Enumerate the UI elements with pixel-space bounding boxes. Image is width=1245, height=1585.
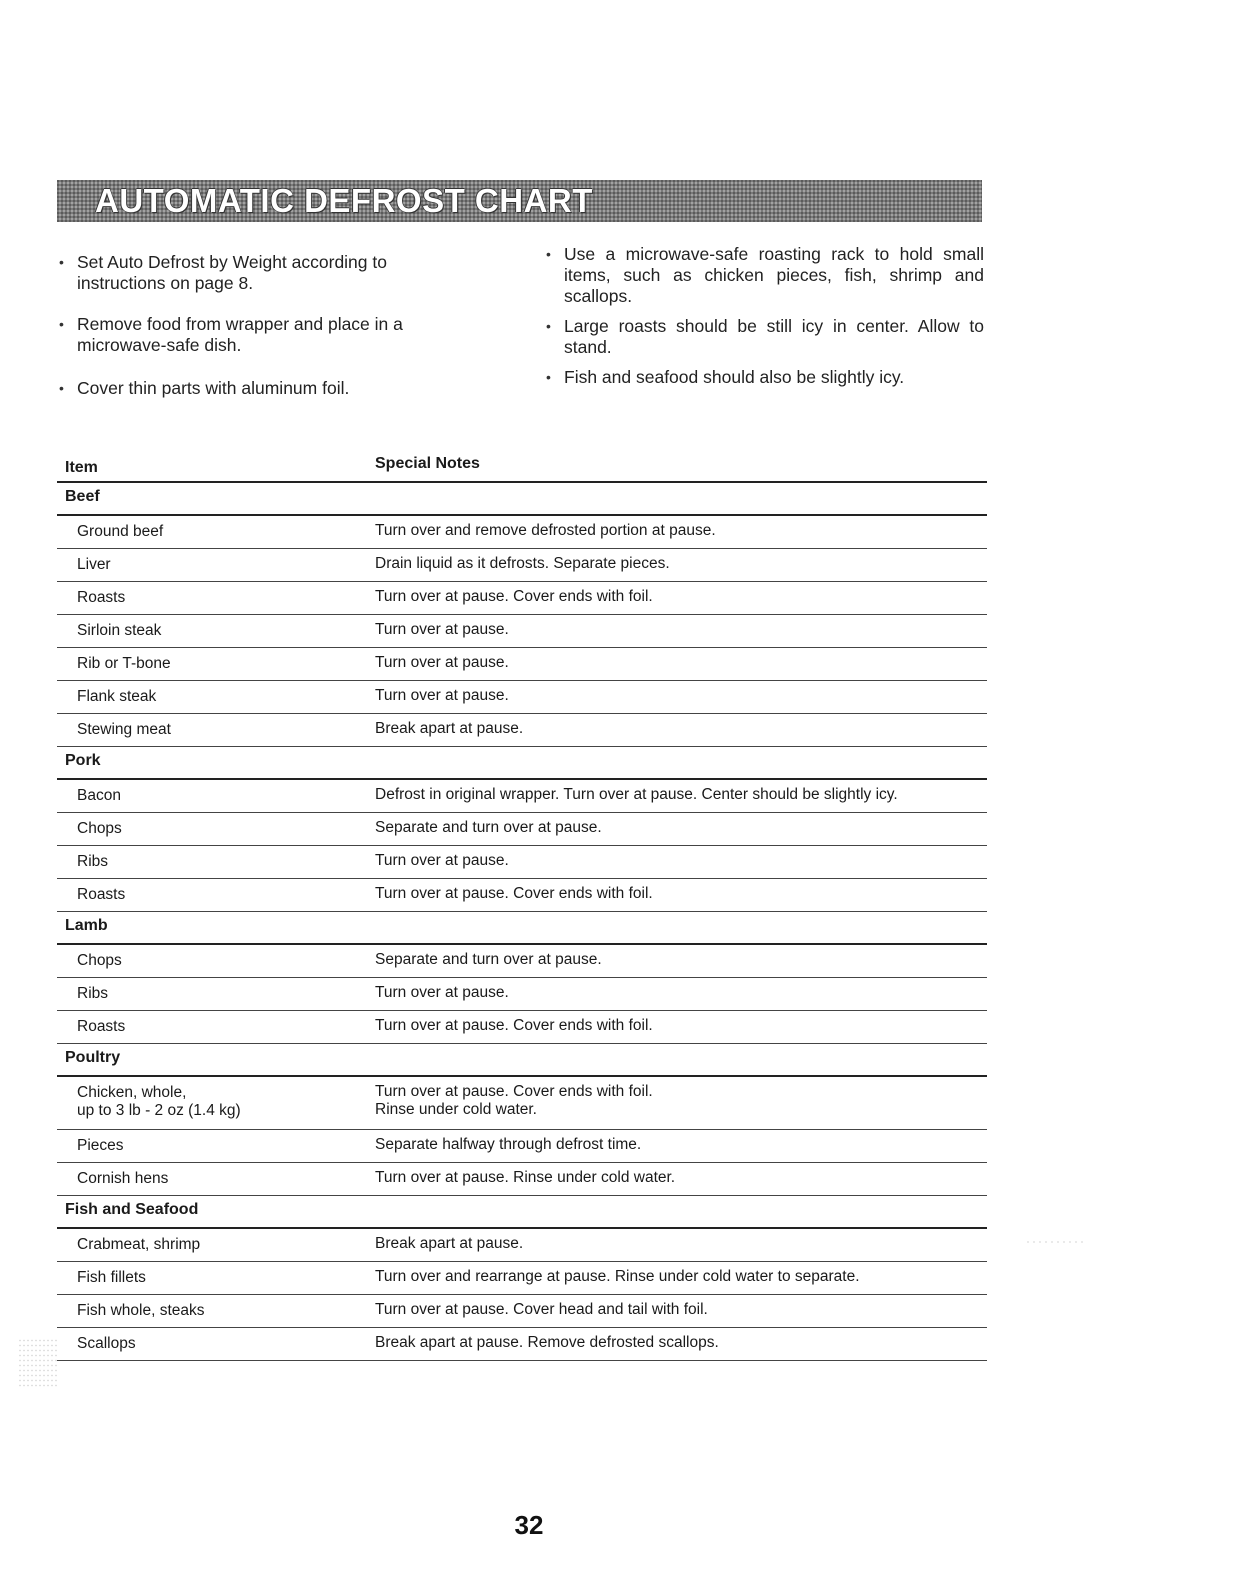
table-row [57,714,987,747]
bullet-icon: • [546,318,551,334]
table-row [57,1163,987,1196]
instruction-bullet [544,367,984,388]
table-row [57,549,987,582]
table-row [57,681,987,714]
item-name: Roasts [77,589,126,606]
page-title: AUTOMATIC DEFROST CHART [95,182,593,219]
item-name-line2: up to 3 lb - 2 oz (1.4 kg) [77,1102,241,1119]
instruction-bullet [544,316,984,358]
instructions-right-column [544,244,984,388]
table-row [57,879,987,912]
table-row [57,1328,987,1361]
table-row [57,1011,987,1044]
item-cell [77,688,357,706]
table-row [57,1229,987,1262]
note-cell [375,1235,975,1253]
group-label: Pork [65,752,101,769]
note-cell [375,1083,975,1119]
special-note: Turn over at pause. Cover ends with foil. [375,885,653,902]
special-note: Break apart at pause. [375,720,524,737]
special-note: Turn over at pause. Cover head and tail with foil. [375,1301,708,1318]
special-note: Drain liquid as it defrosts. Separate pieces. [375,555,670,572]
note-cell [375,555,975,573]
table-row [57,582,987,615]
note-cell [375,1334,975,1352]
special-note: Turn over at pause. Rinse under cold water. [375,1169,676,1186]
bullet-icon: • [546,369,551,385]
table-row [57,1262,987,1295]
item-name: Crabmeat, shrimp [77,1236,201,1253]
note-cell [375,1136,975,1154]
column-header-item: Item [65,459,98,476]
bullet-icon: • [546,246,551,262]
table-row [57,846,987,879]
item-name: Ribs [77,985,109,1002]
table-group-row [57,483,987,516]
chart-title-bar [57,180,982,222]
note-cell [375,852,975,870]
group-label: Poultry [65,1049,121,1066]
item-cell [77,556,357,574]
item-name: Chops [77,952,122,969]
instructions-left-column [57,250,477,399]
note-cell [375,819,975,837]
item-cell [77,853,357,871]
instruction-bullet [57,252,477,294]
bullet-icon: • [59,380,64,396]
special-note: Turn over at pause. Cover ends with foil. [375,1017,653,1034]
table-group-row [57,1044,987,1077]
item-name: Liver [77,556,111,573]
note-cell [375,1268,975,1286]
note-cell [375,522,975,540]
special-note: Break apart at pause. Remove defrosted scallops. [375,1334,719,1351]
item-name: Chops [77,820,122,837]
table-row [57,780,987,813]
special-note: Separate and turn over at pause. [375,819,602,836]
special-note: Turn over at pause. [375,687,509,704]
item-cell [77,1137,357,1155]
item-name: Fish fillets [77,1269,146,1286]
item-cell [77,589,357,607]
item-name: Ribs [77,853,109,870]
instruction-text: Large roasts should be still icy in center. Allow to stand. [564,316,984,357]
item-name: Fish whole, steaks [77,1302,205,1319]
table-row [57,1130,987,1163]
item-cell [77,952,357,970]
item-name: Pieces [77,1137,124,1154]
item-name: Ground beef [77,523,164,540]
table-row [57,945,987,978]
instruction-bullet [57,378,477,399]
column-header-notes: Special Notes [375,455,480,472]
item-name: Sirloin steak [77,622,162,639]
note-cell [375,687,975,705]
group-label: Lamb [65,917,108,934]
instruction-bullet [57,314,477,356]
page-number: 32 [514,1510,544,1540]
item-cell [77,1302,357,1320]
item-cell [77,985,357,1003]
table-row [57,516,987,549]
item-name: Cornish hens [77,1170,169,1187]
item-name: Bacon [77,787,121,804]
special-note: Turn over at pause. [375,621,509,638]
item-cell [77,1018,357,1036]
item-name: Roasts [77,1018,126,1035]
bullet-icon: • [59,316,64,332]
instruction-text: Fish and seafood should also be slightly icy. [564,367,905,387]
item-cell [77,622,357,640]
item-cell [77,820,357,838]
note-cell [375,786,975,804]
item-cell [77,1335,357,1353]
defrost-table [57,483,987,1361]
scan-artifact [18,1338,58,1388]
item-name: Flank steak [77,688,157,705]
item-cell [77,1170,357,1188]
instruction-text: Set Auto Defrost by Weight according to instructions on page 8. [77,252,387,293]
item-name: Scallops [77,1335,136,1352]
table-row [57,978,987,1011]
note-cell [375,654,975,672]
special-note: Turn over at pause. Cover ends with foil. [375,588,653,605]
item-name: Chicken, whole, [77,1084,187,1101]
special-note: Separate and turn over at pause. [375,951,602,968]
scan-artifact [1025,1240,1085,1244]
table-group-row [57,1196,987,1229]
item-cell [77,1236,357,1254]
instruction-text: Use a microwave-safe roasting rack to hold small items, such as chicken pieces, fish, shrimp and scallops. [564,244,984,306]
table-group-row [57,747,987,780]
table-row [57,648,987,681]
table-group-row [57,912,987,945]
item-name: Stewing meat [77,721,171,738]
special-note: Turn over at pause. [375,984,509,1001]
item-cell [77,523,357,541]
instruction-text: Cover thin parts with aluminum foil. [77,378,350,398]
item-cell [77,886,357,904]
note-cell [375,1301,975,1319]
bullet-icon: • [59,254,64,270]
special-note: Separate halfway through defrost time. [375,1136,642,1153]
special-note: Turn over and remove defrosted portion at pause. [375,522,716,539]
item-cell [77,1084,357,1120]
group-label: Beef [65,488,100,505]
instruction-text: Remove food from wrapper and place in a microwave-safe dish. [77,314,403,355]
special-note-line2: Rinse under cold water. [375,1101,537,1118]
item-cell [77,721,357,739]
note-cell [375,621,975,639]
special-note: Turn over at pause. [375,654,509,671]
special-note: Defrost in original wrapper. Turn over at pause. Center should be slightly icy. [375,786,898,803]
instruction-bullet [544,244,984,307]
item-cell [77,655,357,673]
item-name: Rib or T-bone [77,655,171,672]
table-row [57,813,987,846]
note-cell [375,588,975,606]
table-header [57,455,987,483]
table-row [57,1295,987,1328]
note-cell [375,885,975,903]
special-note: Break apart at pause. [375,1235,524,1252]
special-note: Turn over at pause. [375,852,509,869]
item-cell [77,1269,357,1287]
note-cell [375,1017,975,1035]
note-cell [375,984,975,1002]
table-row [57,615,987,648]
note-cell [375,1169,975,1187]
table-row [57,1077,987,1130]
item-cell [77,787,357,805]
special-note: Turn over and rearrange at pause. Rinse under cold water to separate. [375,1268,860,1285]
group-label: Fish and Seafood [65,1201,199,1218]
item-name: Roasts [77,886,126,903]
special-note: Turn over at pause. Cover ends with foil. [375,1083,653,1100]
note-cell [375,951,975,969]
note-cell [375,720,975,738]
